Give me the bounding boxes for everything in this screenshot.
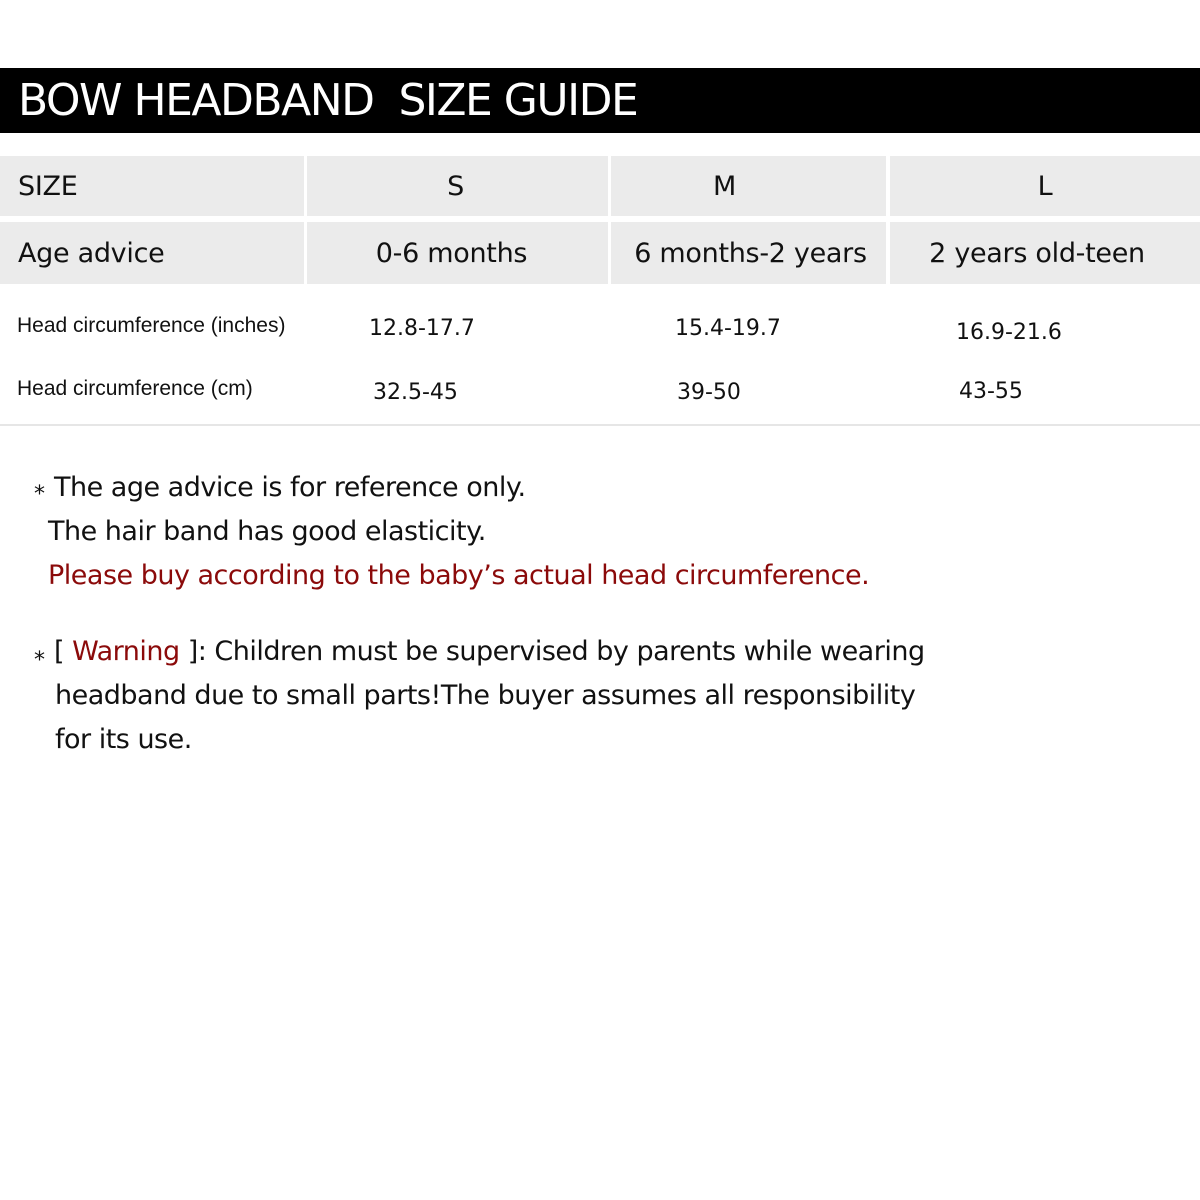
title-bar <box>0 68 1200 133</box>
header-size-l: L <box>890 156 1200 216</box>
warning-text: ]: Children must be supervised by parents while wearing <box>179 636 925 667</box>
inches-l: 16.9-21.6 <box>956 320 1062 345</box>
age-advice-l: 2 years old-teen <box>890 222 1200 284</box>
warning-label: Warning <box>72 636 180 667</box>
warning-line-3: for its use. <box>55 724 192 755</box>
age-advice-s: 0-6 months <box>307 222 608 284</box>
header-label-size: SIZE <box>0 156 304 216</box>
cm-l: 43-55 <box>959 379 1023 404</box>
note-buy-advice: Please buy according to the baby’s actual head circumference. <box>48 560 870 591</box>
cm-s: 32.5-45 <box>373 380 458 405</box>
cm-m: 39-50 <box>677 380 741 405</box>
header-size-m: M <box>611 156 886 216</box>
inches-s: 12.8-17.7 <box>369 316 475 341</box>
warning-line-2: headband due to small parts!The buyer assumes all responsibility <box>55 680 916 711</box>
age-advice-m: 6 months-2 years <box>611 222 886 284</box>
note-age-reference: The age advice is for reference only. <box>54 472 526 503</box>
table-divider <box>0 424 1200 426</box>
warning-line-1 <box>54 636 925 668</box>
page-title: BOW HEADBAND SIZE GUIDE <box>18 75 638 126</box>
bullet-asterisk-1: * <box>34 482 45 507</box>
age-advice-label: Age advice <box>0 222 304 284</box>
cm-label: Head circumference (cm) <box>17 377 253 400</box>
note-elasticity: The hair band has good elasticity. <box>48 516 486 547</box>
bullet-asterisk-2: * <box>34 648 45 673</box>
inches-m: 15.4-19.7 <box>675 316 781 341</box>
header-size-s: S <box>307 156 608 216</box>
warning-open-bracket: [ <box>54 636 73 667</box>
inches-label: Head circumference (inches) <box>17 314 286 337</box>
